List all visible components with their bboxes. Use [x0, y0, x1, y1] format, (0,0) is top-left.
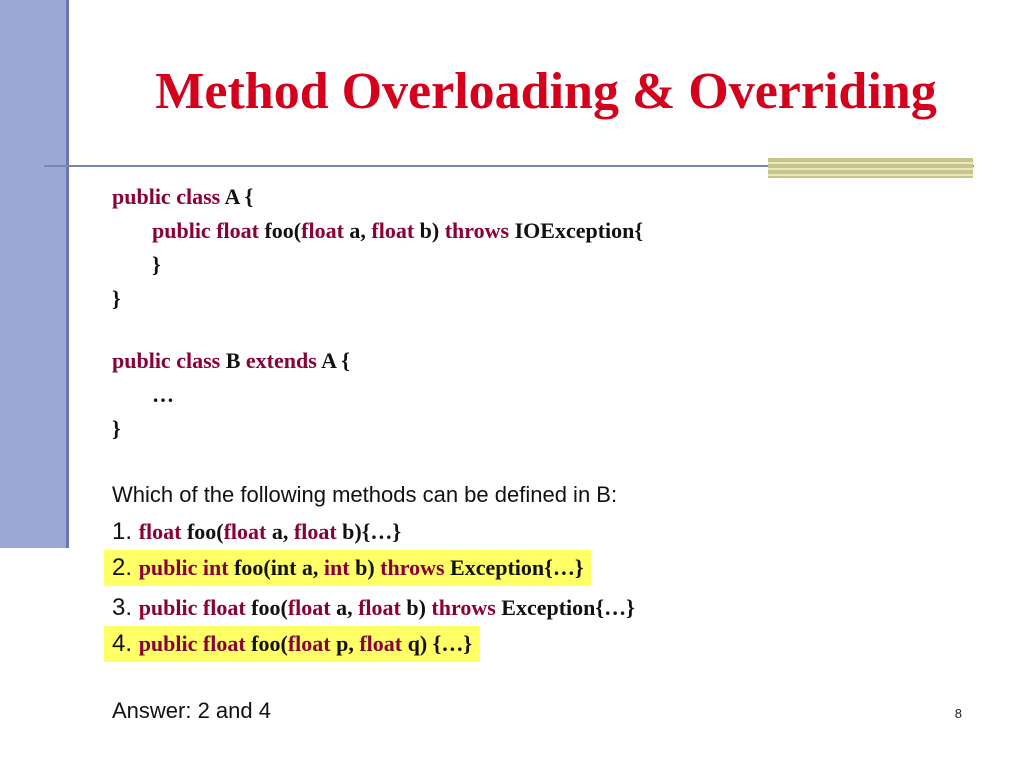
code-text: A { [220, 184, 254, 209]
keyword: float [287, 631, 331, 656]
keyword: float [138, 519, 182, 544]
code-text: foo( [245, 595, 288, 620]
keyword: public float [152, 218, 259, 243]
code-text: b) [349, 555, 381, 580]
slide-title: Method Overloading & Overriding [155, 63, 937, 120]
code-line-ellipsis: … [152, 382, 174, 407]
option-number: 4. [112, 630, 139, 657]
code-text: p, [330, 631, 360, 656]
keyword: float [371, 218, 415, 243]
answer-text: Answer: 2 and 4 [112, 698, 271, 723]
code-text: Exception{…} [495, 595, 635, 620]
option-2-highlighted [104, 550, 591, 586]
code-text: B [220, 348, 246, 373]
page-number: 8 [954, 706, 962, 721]
keyword: int [323, 555, 350, 580]
keyword: throws [444, 218, 510, 243]
option-4-highlighted [104, 626, 480, 662]
keyword: float [287, 595, 331, 620]
keyword: public class [112, 184, 221, 209]
code-text: b) [400, 595, 432, 620]
code-text: Exception{…} [444, 555, 584, 580]
code-line-class-b-close: } [112, 416, 121, 441]
code-text: a, [266, 519, 294, 544]
left-accent-bar [0, 0, 68, 548]
code-text: a, [343, 218, 372, 243]
code-text: a, [330, 595, 359, 620]
code-text: foo( [245, 631, 288, 656]
keyword: public float [138, 595, 246, 620]
question-text: Which of the following methods can be defined in B: [112, 482, 618, 507]
code-line-class-a [112, 184, 253, 210]
code-text: b) [414, 218, 445, 243]
keyword: float [223, 519, 267, 544]
code-text: A { [316, 348, 350, 373]
code-text: foo( [258, 218, 302, 243]
code-text: foo( [181, 519, 224, 544]
keyword: public class [112, 348, 221, 373]
code-text: IOException{ [509, 218, 644, 243]
code-line-method-close: } [152, 252, 161, 277]
code-text: b){…} [336, 519, 402, 544]
option-number: 1. [112, 518, 139, 545]
keyword: public int [138, 555, 229, 580]
code-text: q) {…} [402, 631, 472, 656]
title-accent-stripes [768, 158, 973, 178]
keyword: float [358, 595, 401, 620]
option-3 [104, 590, 643, 626]
code-text: foo(int a, [228, 555, 324, 580]
code-line-class-b [112, 348, 350, 374]
keyword: extends [245, 348, 317, 373]
code-line-method-foo [152, 218, 643, 244]
option-number: 2. [112, 554, 139, 581]
keyword: float [359, 631, 403, 656]
keyword: throws [431, 595, 496, 620]
keyword: public float [138, 631, 246, 656]
option-1 [104, 514, 409, 550]
keyword: float [301, 218, 344, 243]
code-line-class-a-close: } [112, 286, 121, 311]
option-number: 3. [112, 594, 139, 621]
keyword: throws [380, 555, 445, 580]
keyword: float [293, 519, 337, 544]
